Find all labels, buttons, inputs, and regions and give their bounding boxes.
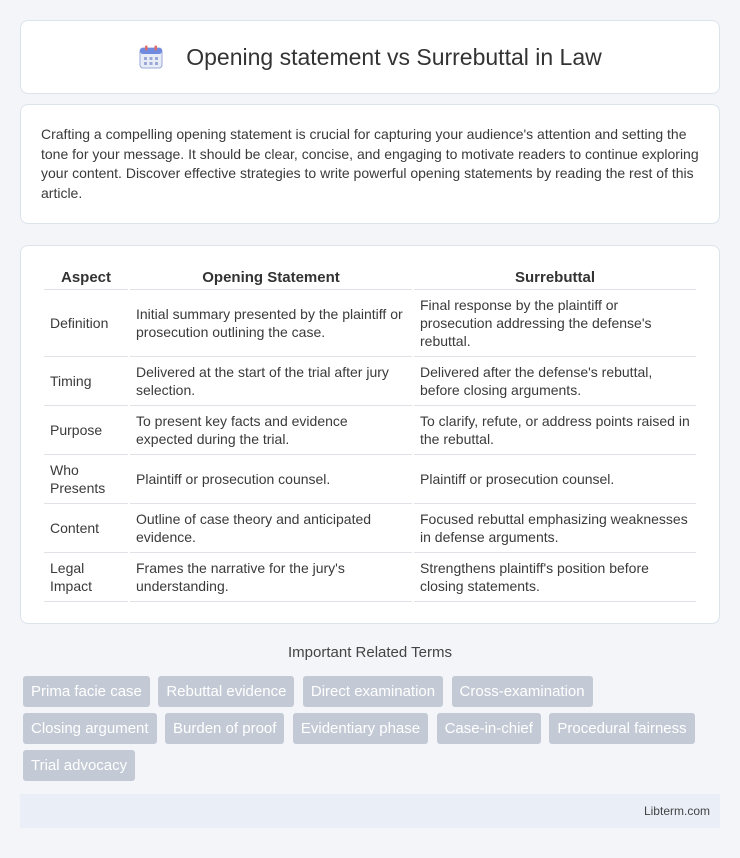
header-surrebuttal: Surrebuttal [414,266,696,290]
table-row [44,504,696,553]
table-row [44,455,696,504]
aspect-cell: Definition [44,290,128,357]
calendar-icon [138,44,164,70]
surrebuttal-cell: Focused rebuttal emphasizing weaknesses in defense arguments. [414,504,696,553]
related-term-tag[interactable]: Direct examination [303,676,443,707]
related-term-tag[interactable]: Cross-examination [452,676,593,707]
related-terms-title: Important Related Terms [288,644,452,661]
opening-cell: Initial summary presented by the plaintiff or prosecution outlining the case. [130,290,412,357]
comparison-table-card [20,245,720,624]
related-term-tag[interactable]: Prima facie case [23,676,150,707]
intro-card [20,104,720,224]
table-row [44,553,696,602]
opening-cell: Outline of case theory and anticipated evidence. [130,504,412,553]
aspect-cell: Legal Impact [44,553,128,602]
intro-text: Crafting a compelling opening statement is crucial for capturing your audience's attention and setting the tone for your message. It should be clear, concise, and engaging to motivate readers to continue exploring your content. Discover effective strategies to write powerful opening statements by reading the rest of this article. [41,126,699,201]
related-term-tag[interactable]: Case-in-chief [437,713,541,744]
page-title: Opening statement vs Surrebuttal in Law [186,43,602,70]
surrebuttal-cell: Strengthens plaintiff's position before closing statements. [414,553,696,602]
header-card [20,20,720,94]
related-term-tag[interactable]: Burden of proof [165,713,284,744]
related-term-tag[interactable]: Rebuttal evidence [158,676,294,707]
aspect-cell: Timing [44,357,128,406]
header-opening-statement: Opening Statement [130,266,412,290]
footer-brand-link[interactable]: Libterm.com [643,804,710,818]
surrebuttal-cell: Delivered after the defense's rebuttal, before closing arguments. [414,357,696,406]
table-row [44,406,696,455]
table-row [44,290,696,357]
header-aspect: Aspect [44,266,128,290]
opening-cell: Delivered at the start of the trial after jury selection. [130,357,412,406]
aspect-cell: Content [44,504,128,553]
related-term-tag[interactable]: Closing argument [23,713,157,744]
opening-cell: To present key facts and evidence expected during the trial. [130,406,412,455]
table-row [44,357,696,406]
footer [20,794,720,828]
related-term-tag[interactable]: Trial advocacy [23,750,135,781]
opening-cell: Plaintiff or prosecution counsel. [130,455,412,504]
aspect-cell: Who Presents [44,455,128,504]
table-header-row [44,266,696,290]
surrebuttal-cell: Final response by the plaintiff or prosecution addressing the defense's rebuttal. [414,290,696,357]
related-terms-list [23,676,723,787]
comparison-table [42,266,698,602]
surrebuttal-cell: To clarify, refute, or address points raised in the rebuttal. [414,406,696,455]
related-term-tag[interactable]: Procedural fairness [549,713,694,744]
related-term-tag[interactable]: Evidentiary phase [293,713,428,744]
opening-cell: Frames the narrative for the jury's understanding. [130,553,412,602]
surrebuttal-cell: Plaintiff or prosecution counsel. [414,455,696,504]
aspect-cell: Purpose [44,406,128,455]
